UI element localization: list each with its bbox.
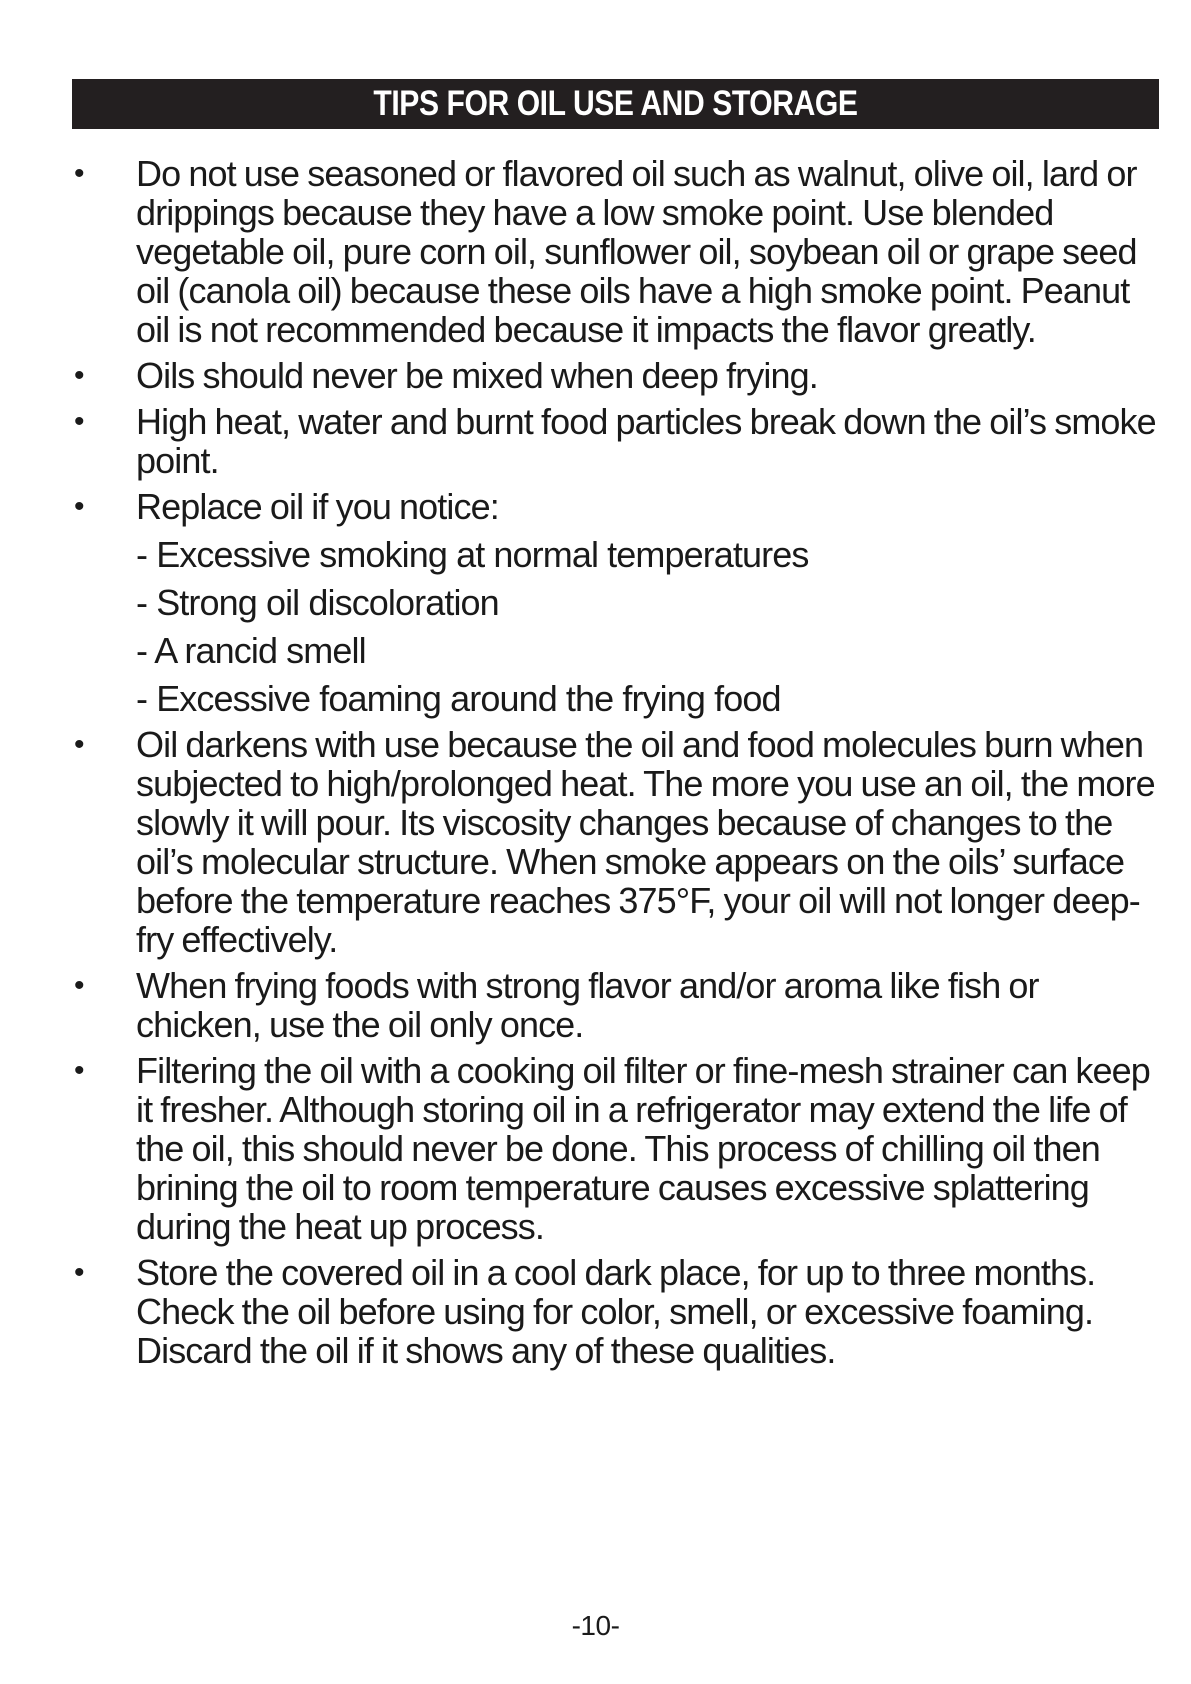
tip-text: High heat, water and burnt food particles break down the oil’s smoke point.	[136, 401, 1156, 481]
replace-sign-item: - Excessive smoking at normal temperatures	[136, 534, 809, 575]
bullet-icon: •	[74, 969, 85, 1002]
bullet-icon: •	[74, 1256, 85, 1289]
tip-text: When frying foods with strong flavor and/or aroma like fish or chicken, use the oil only once.	[136, 965, 1039, 1045]
list-item	[72, 1051, 1162, 1246]
list-item	[72, 725, 1162, 959]
list-item	[72, 356, 1162, 395]
list-item	[72, 154, 1162, 349]
list-item	[72, 1253, 1162, 1370]
replace-sign-item: - Excessive foaming around the frying food	[136, 678, 781, 719]
tip-text: Oil darkens with use because the oil and food molecules burn when subjected to high/prolonged heat. The more you use an oil, the more slowly it will pour. Its viscosity changes because of changes to the oil’s molecular structure. When smoke appears on the oils’ surface before the temperature reaches 375°F, your oil will not longer deep-fry effectively.	[136, 724, 1155, 960]
replace-sign-item: - A rancid smell	[136, 630, 366, 671]
bullet-icon: •	[74, 1054, 85, 1087]
list-item	[72, 966, 1162, 1044]
tip-text: Filtering the oil with a cooking oil filter or fine-mesh strainer can keep it fresher. Although storing oil in a refrigerator may extend the life of the oil, this should never be done. This process of chilling oil then brining the oil to room temperature causes excessive splattering during the heat up process.	[136, 1050, 1150, 1247]
page-number: -10-	[571, 1610, 620, 1641]
list-item	[72, 402, 1162, 480]
list-item	[72, 487, 1162, 526]
bullet-icon: •	[74, 490, 85, 523]
tip-text: Oils should never be mixed when deep frying.	[136, 355, 818, 396]
section-header-bar	[72, 79, 1159, 129]
section-title: TIPS FOR OIL USE AND STORAGE	[373, 84, 858, 123]
replace-sign-item: - Strong oil discoloration	[136, 582, 499, 623]
bullet-icon: •	[74, 157, 85, 190]
tip-text: Store the covered oil in a cool dark place, for up to three months. Check the oil before using for color, smell, or excessive foaming. Discard the oil if it shows any of these qualities.	[136, 1252, 1096, 1371]
bullet-icon: •	[74, 728, 85, 761]
bullet-icon: •	[74, 359, 85, 392]
tip-text: Replace oil if you notice:	[136, 486, 499, 527]
bullet-icon: •	[74, 405, 85, 438]
tips-list	[72, 154, 1162, 1377]
tip-text: Do not use seasoned or flavored oil such as walnut, olive oil, lard or drippings because they have a low smoke point. Use blended vegetable oil, pure corn oil, sunflower oil, soybean oil or grape seed oil (canola oil) because these oils have a high smoke point. Peanut oil is not recommended because it impacts the flavor greatly.	[136, 153, 1137, 350]
